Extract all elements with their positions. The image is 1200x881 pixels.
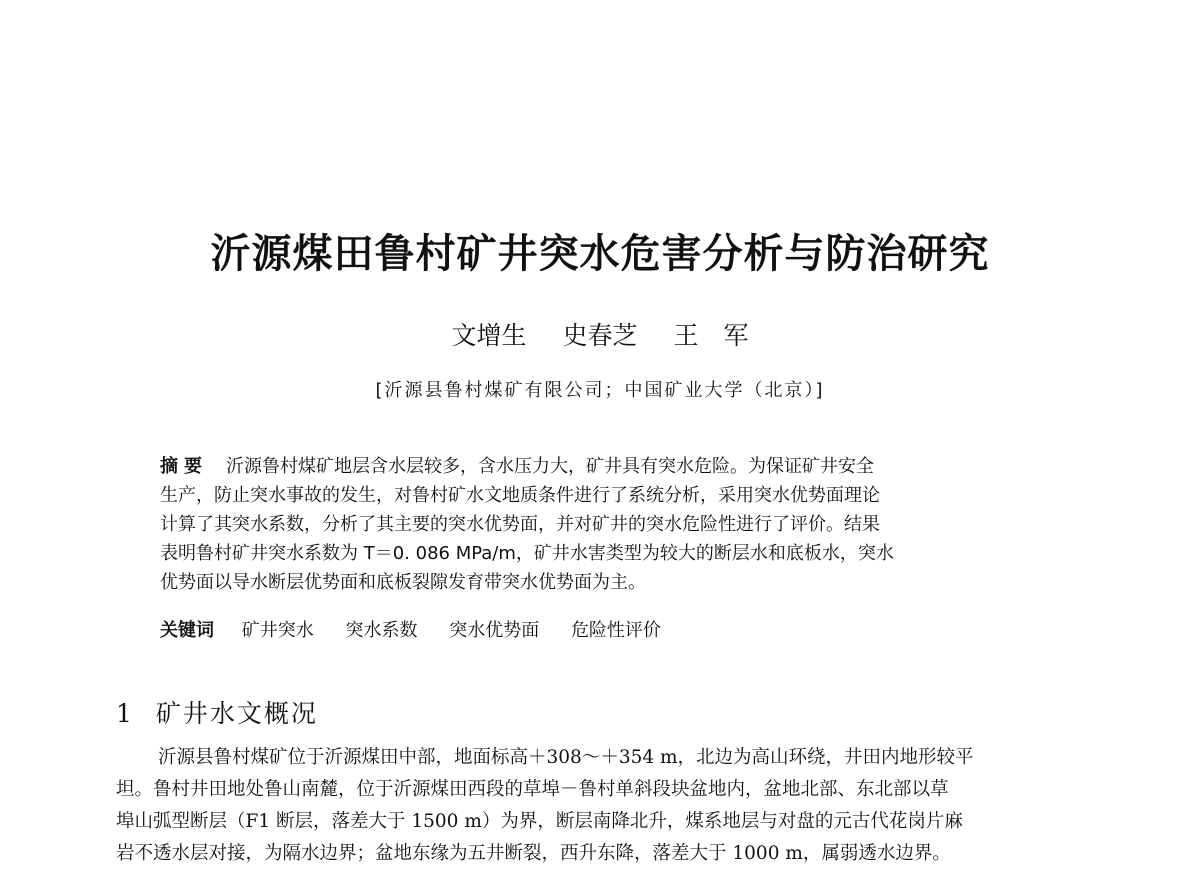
- abstract-line: 表明鲁村矿井突水系数为 T＝0. 086 MPa/m，矿井水害类型为较大的断层水和底板水，突水: [160, 543, 894, 564]
- keyword: 危险性评价: [570, 620, 661, 641]
- keyword: 矿井突水: [241, 620, 314, 641]
- keyword: 突水系数: [345, 620, 418, 641]
- abstract-line: [160, 452, 1040, 481]
- keywords: [160, 616, 687, 642]
- abstract-text: 沂源鲁村煤矿地层含水层较多，含水压力大，矿井具有突水危险。为保证矿井安全: [226, 456, 874, 477]
- keywords-label: 关键词: [160, 620, 214, 641]
- abstract-line: 生产，防止突水事故的发生，对鲁村矿水文地质条件进行了系统分析，采用突水优势面理论: [160, 485, 880, 506]
- body-paragraph: [116, 742, 1076, 870]
- abstract: [160, 452, 1040, 597]
- affiliation: [沂源县鲁村煤矿有限公司；中国矿业大学（北京）]: [375, 380, 825, 401]
- paper-title: 沂源煤田鲁村矿井突水危害分析与防治研究: [210, 230, 990, 277]
- author-name: 文增生: [451, 321, 527, 350]
- body-line: 沂源县鲁村煤矿位于沂源煤田中部，地面标高＋308～＋354 m，北边为高山环绕，井田内地形较平: [158, 747, 974, 768]
- body-line: 岩不透水层对接，为隔水边界；盆地东缘为五井断裂，西升东降，落差大于 1000 m，属弱透水边界。: [116, 843, 951, 864]
- body-line: 坦。鲁村井田地处鲁山南麓，位于沂源煤田西段的草埠－鲁村单斜段块盆地内，盆地北部、东北部以草: [116, 779, 949, 800]
- author-name: 王 军: [673, 321, 749, 350]
- section-heading: [116, 694, 318, 730]
- section-number: 1: [116, 699, 134, 728]
- abstract-line: 计算了其突水系数，分析了其主要的突水优势面，并对矿井的突水危险性进行了评价。结果: [160, 514, 880, 535]
- body-line: 埠山弧型断层（F1 断层，落差大于 1500 m）为界，断层南降北升，煤系地层与对盘的元古代花岗片麻: [116, 811, 963, 832]
- section-title: 矿井水文概况: [155, 699, 318, 728]
- abstract-label: 摘要: [160, 456, 208, 477]
- abstract-line: 优势面以导水断层优势面和底板裂隙发育带突水优势面为主。: [160, 572, 646, 593]
- author-list: [0, 316, 1200, 352]
- author-name: 史春芝: [562, 321, 638, 350]
- keyword: 突水优势面: [449, 620, 540, 641]
